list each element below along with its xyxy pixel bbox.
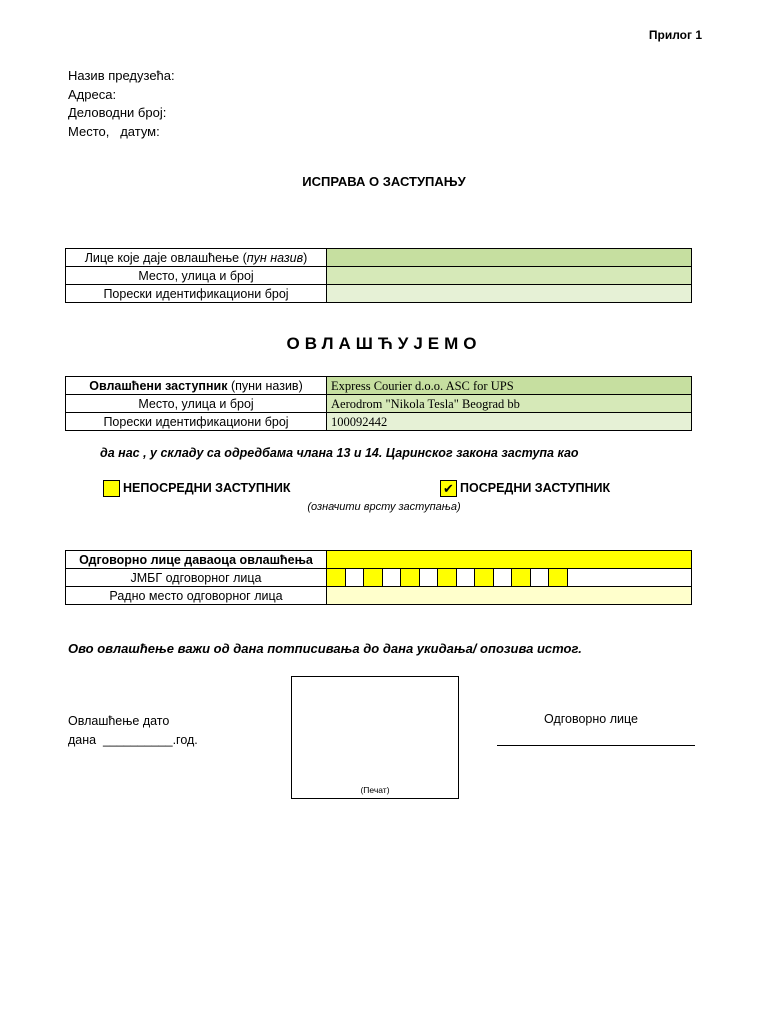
place-date-label: Место, датум: bbox=[68, 123, 160, 139]
signature-line bbox=[497, 745, 695, 746]
table-row bbox=[66, 551, 692, 569]
grantor-name-field[interactable] bbox=[327, 249, 692, 267]
jmbg-digit-cell[interactable] bbox=[438, 569, 457, 586]
table-row bbox=[66, 249, 692, 267]
grantor-address-label: Место, улица и број bbox=[66, 267, 327, 285]
jmbg-digit-cell[interactable] bbox=[475, 569, 494, 586]
jmbg-digit-cell[interactable] bbox=[383, 569, 402, 586]
table-row bbox=[66, 413, 692, 431]
jmbg-digit-cell[interactable] bbox=[364, 569, 383, 586]
jmbg-digit-cell[interactable] bbox=[420, 569, 439, 586]
jmbg-digit-cell[interactable] bbox=[401, 569, 420, 586]
issued-date-block bbox=[68, 712, 198, 750]
stamp-box bbox=[291, 676, 459, 799]
grantor-name-label: Лице које даје овлашћење (пун назив) bbox=[66, 249, 327, 267]
table-row bbox=[66, 267, 692, 285]
document-title: ИСПРАВА О ЗАСТУПАЊУ bbox=[302, 174, 466, 189]
grantor-tax-id-field[interactable] bbox=[327, 285, 692, 303]
table-row bbox=[66, 587, 692, 605]
company-name-label: Назив предузећа: bbox=[68, 68, 175, 83]
issued-date-line: дана __________.год. bbox=[68, 733, 198, 747]
jmbg-digit-cell[interactable] bbox=[549, 569, 568, 586]
grantor-address-field[interactable] bbox=[327, 267, 692, 285]
authorize-title: ОВЛАШЋУЈЕМО bbox=[286, 334, 482, 353]
jmbg-label: ЈМБГ одговорног лица bbox=[66, 569, 327, 587]
agent-name-field[interactable]: Express Courier d.o.o. ASC for UPS bbox=[327, 377, 692, 395]
agent-table bbox=[65, 376, 692, 431]
indirect-representative-label: ПОСРЕДНИ ЗАСТУПНИК bbox=[460, 481, 611, 495]
responsible-person-label: Одговорно лице даваоца овлашћења bbox=[66, 551, 327, 569]
validity-statement: Ово овлашћење важи од дана потписивања до дана укидања/ опозива истог. bbox=[68, 641, 582, 656]
jmbg-digit-cell[interactable] bbox=[531, 569, 550, 586]
agent-address-label: Место, улица и број bbox=[66, 395, 327, 413]
table-row bbox=[66, 377, 692, 395]
agent-name-label: Овлашћени заступник (пуни назив) bbox=[66, 377, 327, 395]
job-position-field[interactable] bbox=[327, 587, 692, 605]
agent-address-field[interactable]: Aerodrom "Nikola Tesla" Beograd bb bbox=[327, 395, 692, 413]
grantor-tax-id-label: Порески идентификациони број bbox=[66, 285, 327, 303]
attachment-label: Прилог 1 bbox=[648, 28, 702, 42]
grantor-table bbox=[65, 248, 692, 303]
jmbg-digit-cell[interactable] bbox=[512, 569, 531, 586]
indirect-representative-checkbox[interactable]: ✔ bbox=[440, 480, 457, 497]
jmbg-digit-cells bbox=[327, 569, 691, 586]
jmbg-digit-cell[interactable] bbox=[346, 569, 365, 586]
jmbg-digit-cell[interactable] bbox=[457, 569, 476, 586]
address-label: Адреса: bbox=[68, 86, 117, 102]
issued-label: Овлашћење дато bbox=[68, 714, 170, 728]
job-position-label: Радно место одговорног лица bbox=[66, 587, 327, 605]
agent-tax-id-label: Порески идентификациони број bbox=[66, 413, 327, 431]
company-header-fields bbox=[68, 67, 175, 141]
agent-tax-id-field[interactable]: 100092442 bbox=[327, 413, 692, 431]
responsible-person-field[interactable] bbox=[327, 551, 692, 569]
jmbg-field bbox=[327, 569, 692, 587]
reference-number-label: Деловодни број: bbox=[68, 105, 167, 120]
responsible-person-signature-label: Одговорно лице bbox=[544, 712, 638, 726]
jmbg-digit-cell[interactable] bbox=[494, 569, 513, 586]
table-row bbox=[66, 569, 692, 587]
responsible-person-table bbox=[65, 550, 692, 605]
stamp-label: (Печат) bbox=[360, 785, 390, 795]
table-row bbox=[66, 395, 692, 413]
direct-representative-label: НЕПОСРЕДНИ ЗАСТУПНИК bbox=[123, 481, 291, 495]
representation-type-note: (означити врсту заступања) bbox=[307, 501, 461, 513]
representation-sentence: да нас , у складу са одредбама члана 13 и 14. Царинског закона заступа као bbox=[100, 446, 579, 460]
direct-representative-checkbox[interactable] bbox=[103, 480, 120, 497]
table-row bbox=[66, 285, 692, 303]
jmbg-digit-cell[interactable] bbox=[327, 569, 346, 586]
